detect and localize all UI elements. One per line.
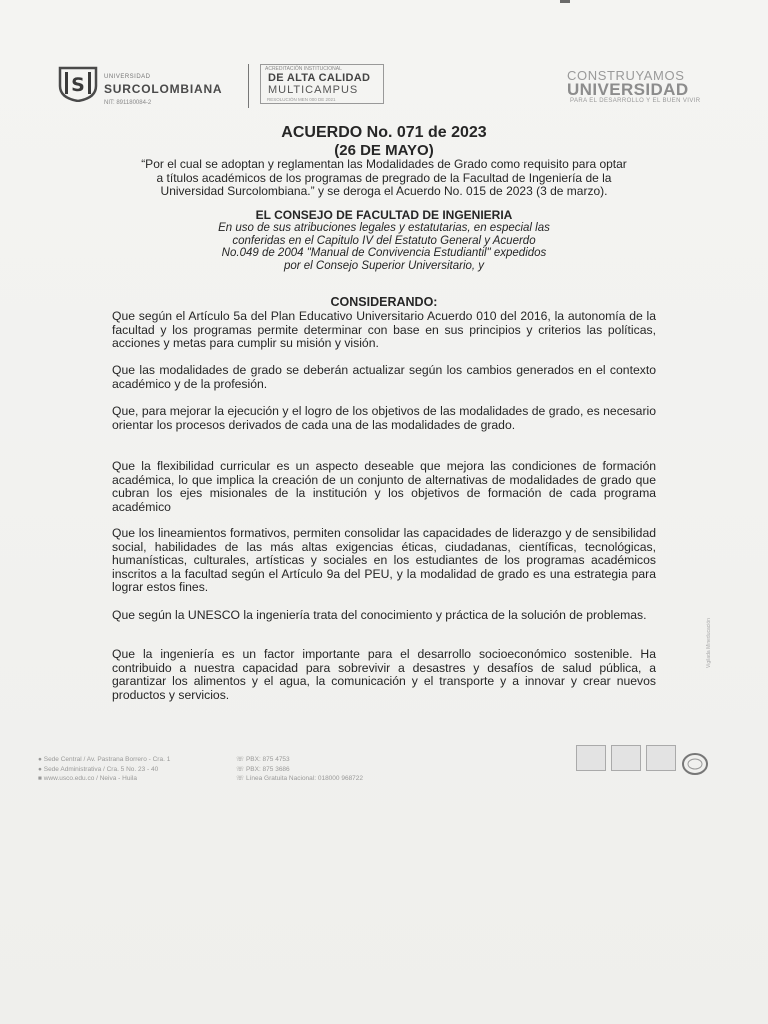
paragraph: Que las modalidades de grado se deberán actualizar según los cambios generados en el contexto académico y de la profesión. [112, 363, 656, 391]
council-heading: EL CONSEJO DE FACULTAD DE INGENIERIA [255, 208, 513, 222]
footer-address: ● Sede Central / Av. Pastrana Borrero - Cra. 1 [38, 756, 171, 763]
paragraph: Que los lineamientos formativos, permiten consolidar las capacidades de liderazgo y de sensibilidad social, habilidades de las más altas exigencias éticas, ciudadanas, científicas, tecnológicas, humanísticas, culturales, artísticas y sociales en los estudiantes de los programas académicos inscritos a la facultad según el Artículo 9a del PEU, y la modalidad de grado es una estrategia para lograr estos fines. [112, 526, 656, 594]
footer-address: ● Sede Administrativa / Cra. 5 No. 23 - 40 [38, 765, 159, 773]
accreditation-badge [260, 64, 384, 104]
side-note: Vigilada Mineducación [706, 618, 712, 668]
document-purpose [0, 158, 768, 199]
powers-line: por el Consejo Superior Universitario, y [283, 259, 485, 272]
usco-shield-logo-icon [56, 66, 100, 102]
footer-web: ■ www.usco.edu.co / Neiva - Huila [38, 775, 137, 782]
letterhead [0, 62, 768, 122]
considering-heading: CONSIDERANDO: [330, 295, 438, 309]
header-divider [248, 64, 249, 108]
phone-icon: ☏ [236, 775, 246, 782]
university-name: SURCOLOMBIANA [104, 82, 223, 96]
location-pin-icon: ● [38, 756, 44, 763]
powers-statement [0, 222, 768, 272]
phone-icon: ☏ [236, 756, 246, 763]
location-pin-icon: ● [38, 765, 44, 773]
certification-ring-icon [680, 752, 710, 776]
purpose-line: Universidad Surcolombiana.” y se deroga el Acuerdo No. 015 de 2023 (3 de marzo). [160, 184, 608, 198]
certification-seal-icon [576, 745, 606, 771]
accreditation-bottom: RESOLUCIÓN MEN 000 DE 2021 [267, 97, 336, 102]
purpose-line: a títulos académicos de los programas de pregrado de la Facultad de Ingeniería de la [156, 170, 612, 185]
certification-seal-icon [646, 745, 676, 771]
university-nit: NIT: 891180084-2 [104, 100, 152, 106]
accreditation-top: ACREDITACIÓN INSTITUCIONAL [265, 66, 342, 72]
slogan-line1: CONSTRUYAMOS [567, 68, 685, 83]
globe-icon: ■ [38, 775, 44, 782]
certification-seal-icon [611, 745, 641, 771]
svg-text:S: S [71, 74, 85, 96]
powers-line: No.049 de 2004 "Manual de Convivencia Estudiantil" expedidos [221, 247, 547, 259]
footer-phone: ☏ PBX: 875 3686 [236, 765, 290, 773]
footer-phone: ☏ Línea Gratuita Nacional: 018000 968722 [236, 775, 364, 782]
paragraph: Que según la UNESCO la ingeniería trata del conocimiento y práctica de la solución de problemas. [112, 608, 647, 622]
powers-line: conferidas en el Capitulo IV del Estatuto General y Acuerdo [232, 234, 536, 247]
footer-addresses [38, 755, 170, 784]
slogan-line3: PARA EL DESARROLLO Y EL BUEN VIVIR [570, 98, 701, 104]
accreditation-line2: MULTICAMPUS [268, 84, 359, 96]
footer-phone: ☏ PBX: 875 4753 [236, 756, 290, 763]
document-title: ACUERDO No. 071 de 2023 [281, 124, 487, 141]
slogan-line2: UNIVERSIDAD [567, 80, 689, 99]
paragraph: Que, para mejorar la ejecución y el logro de los objetivos de las modalidades de grado, es necesario orientar los procesos derivados de cada una de las modalidades de grado. [112, 404, 656, 432]
powers-line: En uso de sus atribuciones legales y estatutarias, en especial las [218, 222, 550, 234]
purpose-line: “Por el cual se adoptan y reglamentan las Modalidades de Grado como requisito para optar [141, 157, 627, 171]
paragraph: Que según el Artículo 5a del Plan Educativo Universitario Acuerdo 010 del 2016, la autonomía de la facultad y los programas permite determinar con base en sus principios y criterios las políticas, acciones y metas para cumplir su misión y visión. [112, 309, 656, 350]
document-date: (26 DE MAYO) [334, 142, 434, 159]
paragraph: Que la flexibilidad curricular es un aspecto deseable que mejora las condiciones de formación académica, lo que implica la creación de un conjunto de alternativas de modalidades de grado que cubran los ejes misionales de la institución y los objetivos de formación de cada programa académico [112, 459, 656, 514]
scan-mark [560, 0, 570, 3]
phone-icon: ☏ [236, 765, 246, 773]
accreditation-line1: DE ALTA CALIDAD [268, 72, 371, 84]
paragraph: Que la ingeniería es un factor importante para el desarrollo socioeconómico sostenible. Ha contribuido a nuestra capacidad para sobrevivir a desastres y desafíos de salud pública, a garantizar los alimentos y el agua, la comunicación y el transporte y a innovar y crear nuevos productos y servicios. [112, 647, 656, 702]
university-label: UNIVERSIDAD [104, 74, 151, 80]
footer-phones [236, 755, 363, 784]
